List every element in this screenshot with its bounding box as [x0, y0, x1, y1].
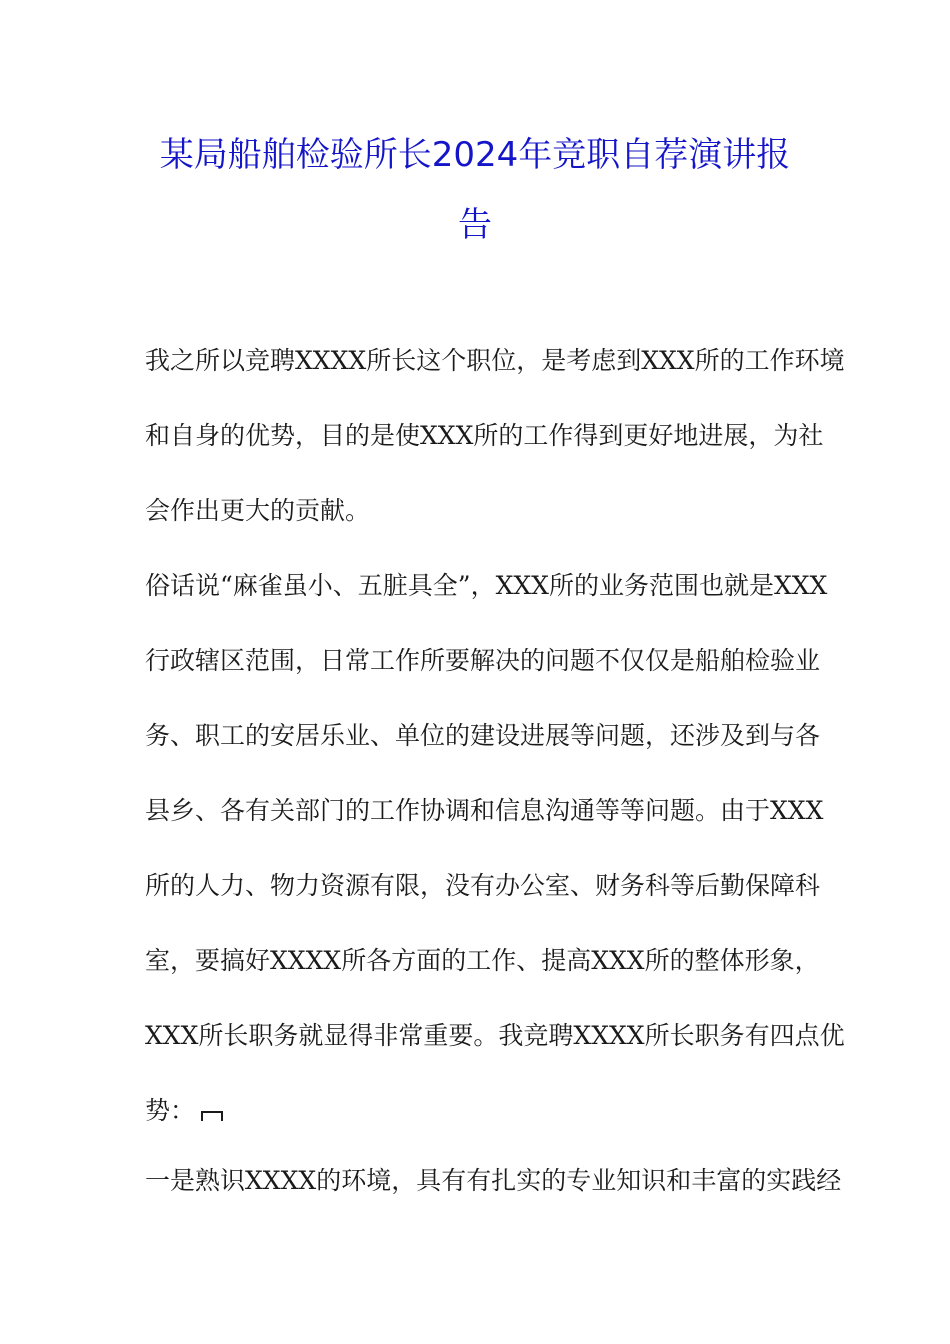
paragraph-1-line-1: 我之所以竞聘XXXX所长这个职位，是考虑到XXX所的工作环境 — [145, 346, 845, 375]
paragraph-2-line-8-text: 势： — [145, 1096, 196, 1125]
paragraph-1-line-3: 会作出更大的贡献。 — [145, 496, 371, 525]
paragraph-2-line-4: 县乡、各有关部门的工作协调和信息沟通等等问题。由于XXX — [145, 796, 824, 825]
paragraph-2-line-7: XXX所长职务就显得非常重要。我竞聘XXXX所长职务有四点优 — [145, 1021, 845, 1050]
paragraph-2-line-8 — [145, 1098, 223, 1123]
paragraph-1-line-2: 和自身的优势，目的是使XXX所的工作得到更好地进展，为社 — [145, 421, 824, 450]
paragraph-3-line-1: 一是熟识XXXX的环境，具有有扎实的专业知识和丰富的实践经 — [145, 1166, 842, 1195]
document-title-line-2: 告 — [458, 205, 492, 245]
paragraph-2-line-1: 俗话说“麻雀虽小、五脏具全”，XXX所的业务范围也就是XXX — [145, 571, 828, 600]
paragraph-2-line-3: 务、职工的安居乐业、单位的建设进展等问题，还涉及到与各 — [145, 721, 821, 750]
bracket-mark — [201, 1111, 223, 1121]
paragraph-2-line-2: 行政辖区范围，日常工作所要解决的问题不仅仅是船舶检验业 — [145, 646, 821, 675]
document-title-line-1: 某局船舶检验所长2024年竞职自荐演讲报 — [159, 135, 791, 175]
paragraph-2-line-6: 室，要搞好XXXX所各方面的工作、提高XXX所的整体形象， — [145, 946, 820, 975]
paragraph-2-line-5: 所的人力、物力资源有限，没有办公室、财务科等后勤保障科 — [145, 871, 821, 900]
